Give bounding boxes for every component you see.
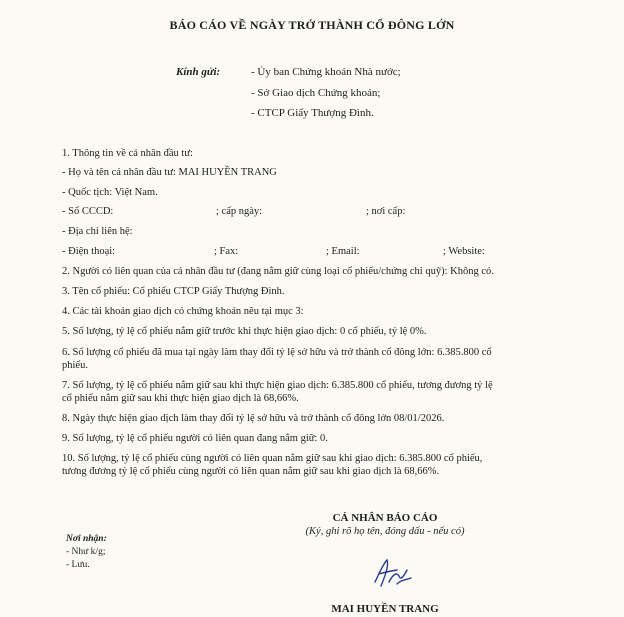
- issue-date-label: ; cấp ngày:: [216, 206, 263, 217]
- item-2: 2. Người có liên quan của cá nhân đầu tư (đang nắm giữ cùng loại cổ phiếu/chứng chỉ quỹ): Không có.: [62, 266, 494, 277]
- investor-nationality: - Quốc tịch: Việt Nam.: [62, 187, 158, 198]
- website-label: ; Website:: [443, 246, 485, 257]
- email-label: ; Email:: [326, 246, 360, 257]
- item-10-line2: tương đương tỷ lệ cổ phiếu cùng người có liên quan nắm giữ sau khi giao dịch là 68,66%.: [62, 466, 440, 477]
- item-7-line1: 7. Số lượng, tỷ lệ cổ phiếu nắm giữ sau khi thực hiện giao dịch: 6.385.800 cổ phiếu, tương đương tỷ lệ: [62, 380, 493, 391]
- phone-label: - Điện thoại:: [62, 246, 116, 257]
- noi-nhan-item: - Lưu.: [66, 560, 90, 570]
- handwritten-signature: [367, 552, 415, 592]
- signer-name: MAI HUYỀN TRANG: [331, 603, 439, 615]
- item-6-line2: phiếu.: [62, 360, 88, 371]
- issue-place-label: ; nơi cấp:: [366, 206, 406, 217]
- item-7-line2: cổ phiếu nắm giữ sau khi thực hiện giao dịch là 68,66%.: [62, 393, 299, 404]
- item-8: 8. Ngày thực hiện giao dịch làm thay đổi tỷ lệ sở hữu và trở thành cổ đông lớn 08/01/2026.: [62, 413, 445, 424]
- recipient-item: - Sở Giao dịch Chứng khoán;: [251, 87, 381, 99]
- document-title: BÁO CÁO VỀ NGÀY TRỞ THÀNH CỔ ĐÔNG LỚN: [169, 18, 455, 32]
- signature-title: CÁ NHÂN BÁO CÁO: [332, 512, 438, 524]
- address-label: - Địa chỉ liên hệ:: [62, 226, 133, 237]
- investor-name: - Họ và tên cá nhân đầu tư: MAI HUYỀN TRANG: [62, 167, 277, 178]
- recipient-item: - Ủy ban Chứng khoán Nhà nước;: [251, 66, 401, 78]
- recipient-item: - CTCP Giấy Thượng Đình.: [251, 107, 374, 119]
- item-4: 4. Các tài khoản giao dịch có chứng khoán nêu tại mục 3:: [62, 306, 304, 317]
- item-3: 3. Tên cổ phiếu: Cổ phiếu CTCP Giấy Thượng Đình.: [62, 286, 285, 297]
- noi-nhan-title: Nơi nhận:: [66, 534, 107, 544]
- noi-nhan-item: - Như k/g;: [66, 547, 106, 557]
- section1-heading: 1. Thông tin về cá nhân đầu tư:: [62, 148, 193, 159]
- fax-label: ; Fax:: [214, 246, 239, 257]
- recipients-label: Kính gửi:: [176, 66, 221, 78]
- item-10-line1: 10. Số lượng, tỷ lệ cổ phiếu cùng người có liên quan nắm giữ sau khi giao dịch: 6.385.800 cổ phiếu,: [62, 453, 483, 464]
- item-5: 5. Số lượng, tỷ lệ cổ phiếu nắm giữ trước khi thực hiện giao dịch: 0 cổ phiếu, tỷ lệ 0%.: [62, 326, 427, 337]
- item-6-line1: 6. Số lượng cổ phiếu đã mua tại ngày làm thay đổi tỷ lệ sở hữu và trở thành cổ đông lớn: 6.385.800 cổ: [62, 347, 492, 358]
- item-9: 9. Số lượng, tỷ lệ cổ phiếu người có liên quan đang nắm giữ: 0.: [62, 433, 328, 444]
- id-label: - Số CCCD:: [62, 206, 114, 217]
- signature-note: (Ký, ghi rõ họ tên, đóng dấu - nếu có): [305, 526, 465, 537]
